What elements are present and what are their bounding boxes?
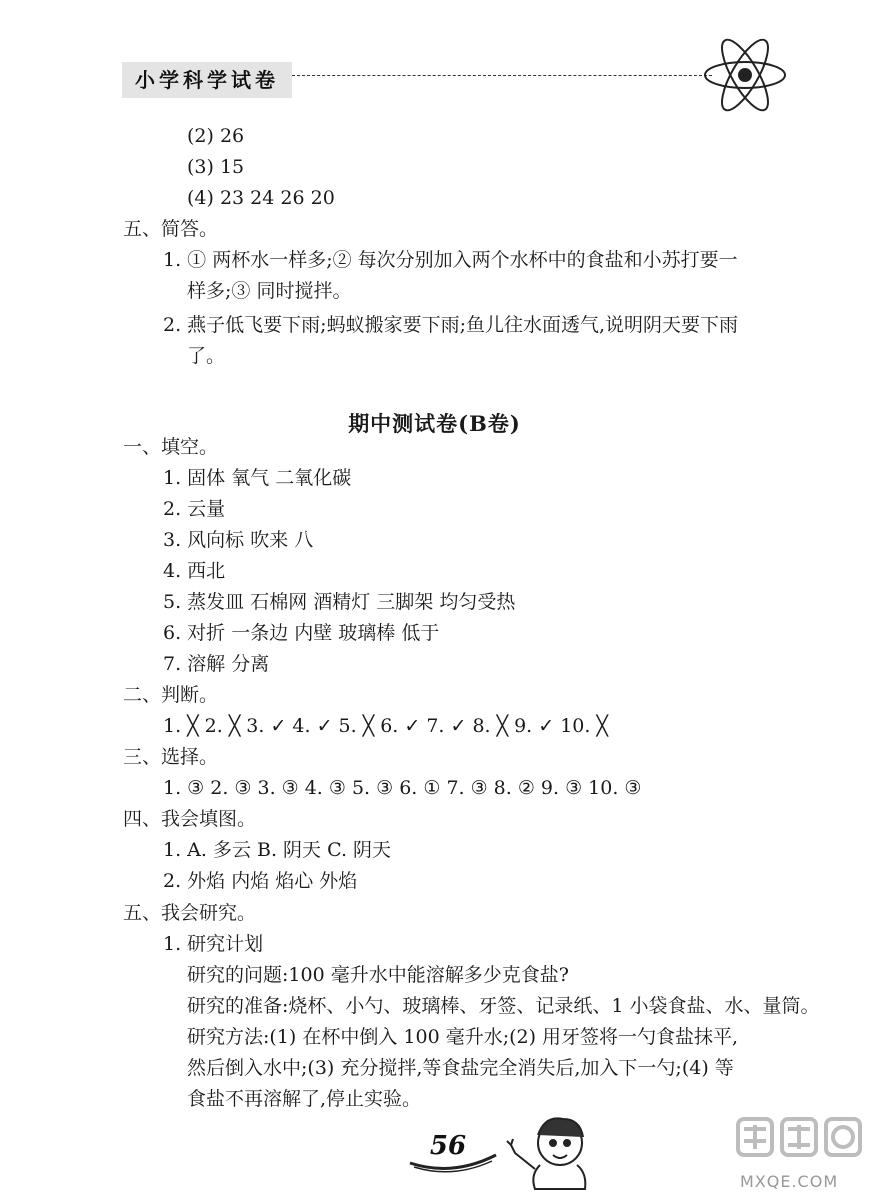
answer-line: 样多;③ 同时搅拌。 <box>187 280 352 302</box>
answer-line: 1. ① 两杯水一样多;② 每次分别加入两个水杯中的食盐和小苏打要一 <box>163 249 738 271</box>
page-header <box>0 0 869 120</box>
answer-line: (4) 23 24 26 20 <box>187 187 335 209</box>
answer-line: 2. 燕子低飞要下雨;蚂蚁搬家要下雨;鱼儿往水面透气,说明阴天要下雨 <box>163 314 739 336</box>
answer-line: 然后倒入水中;(3) 充分搅拌,等食盐完全消失后,加入下一勺;(4) 等 <box>187 1057 734 1079</box>
section-heading: 一、填空。 <box>123 436 219 458</box>
header-dashed-line <box>292 75 712 76</box>
answer-line: 1. A. 多云 B. 阴天 C. 阴天 <box>163 839 392 861</box>
section-heading: 三、选择。 <box>123 746 219 768</box>
choice-answers: 1. ③ 2. ③ 3. ③ 4. ③ 5. ③ 6. ① 7. ③ 8. ② 9. ③ 10. ③ <box>163 777 642 799</box>
answer-line: 1. 研究计划 <box>163 933 264 955</box>
answer-line: 了。 <box>187 345 226 367</box>
answer-line: (3) 15 <box>187 156 245 178</box>
page-number <box>408 1129 498 1175</box>
answer-line: 2. 云量 <box>163 498 226 520</box>
section-heading: 四、我会填图。 <box>123 808 257 830</box>
answer-line: 5. 蒸发皿 石棉网 酒精灯 三脚架 均匀受热 <box>163 591 516 613</box>
answer-line: 4. 西北 <box>163 560 226 582</box>
answer-line: 7. 溶解 分离 <box>163 653 270 675</box>
answer-line: 1. 固体 氧气 二氧化碳 <box>163 467 352 489</box>
answer-line: 2. 外焰 内焰 焰心 外焰 <box>163 870 358 892</box>
judge-answers: 1. ╳ 2. ╳ 3. ✓ 4. ✓ 5. ╳ 6. ✓ 7. ✓ 8. ╳ 9. ✓ 10. ╳ <box>163 715 608 737</box>
answer-line: 研究的问题:100 毫升水中能溶解多少克食盐? <box>187 964 569 986</box>
section-heading: 五、简答。 <box>123 218 219 240</box>
page-number-text: 56 <box>429 1131 467 1161</box>
section-heading: 二、判断。 <box>123 684 219 706</box>
answer-line: 研究方法:(1) 在杯中倒入 100 毫升水;(2) 用牙签将一勺食盐抹平, <box>187 1026 739 1048</box>
watermark-text: MXQE.COM <box>740 1172 839 1191</box>
section-heading: 五、我会研究。 <box>123 902 257 924</box>
exam-title: 期中测试卷(B卷) <box>348 411 521 436</box>
answer-line: 研究的准备:烧杯、小勺、玻璃棒、牙签、记录纸、1 小袋食盐、水、量筒。 <box>187 995 820 1017</box>
answer-line: 3. 风向标 吹来 八 <box>163 529 314 551</box>
answer-line: 6. 对折 一条边 内壁 玻璃棒 低于 <box>163 622 440 644</box>
answer-line: 食盐不再溶解了,停止实验。 <box>187 1088 422 1110</box>
atom-icon <box>700 30 790 120</box>
answer-line: (2) 26 <box>187 125 245 147</box>
cartoon-boy-icon <box>505 1105 600 1193</box>
header-title: 小学科学试卷 <box>122 62 292 98</box>
